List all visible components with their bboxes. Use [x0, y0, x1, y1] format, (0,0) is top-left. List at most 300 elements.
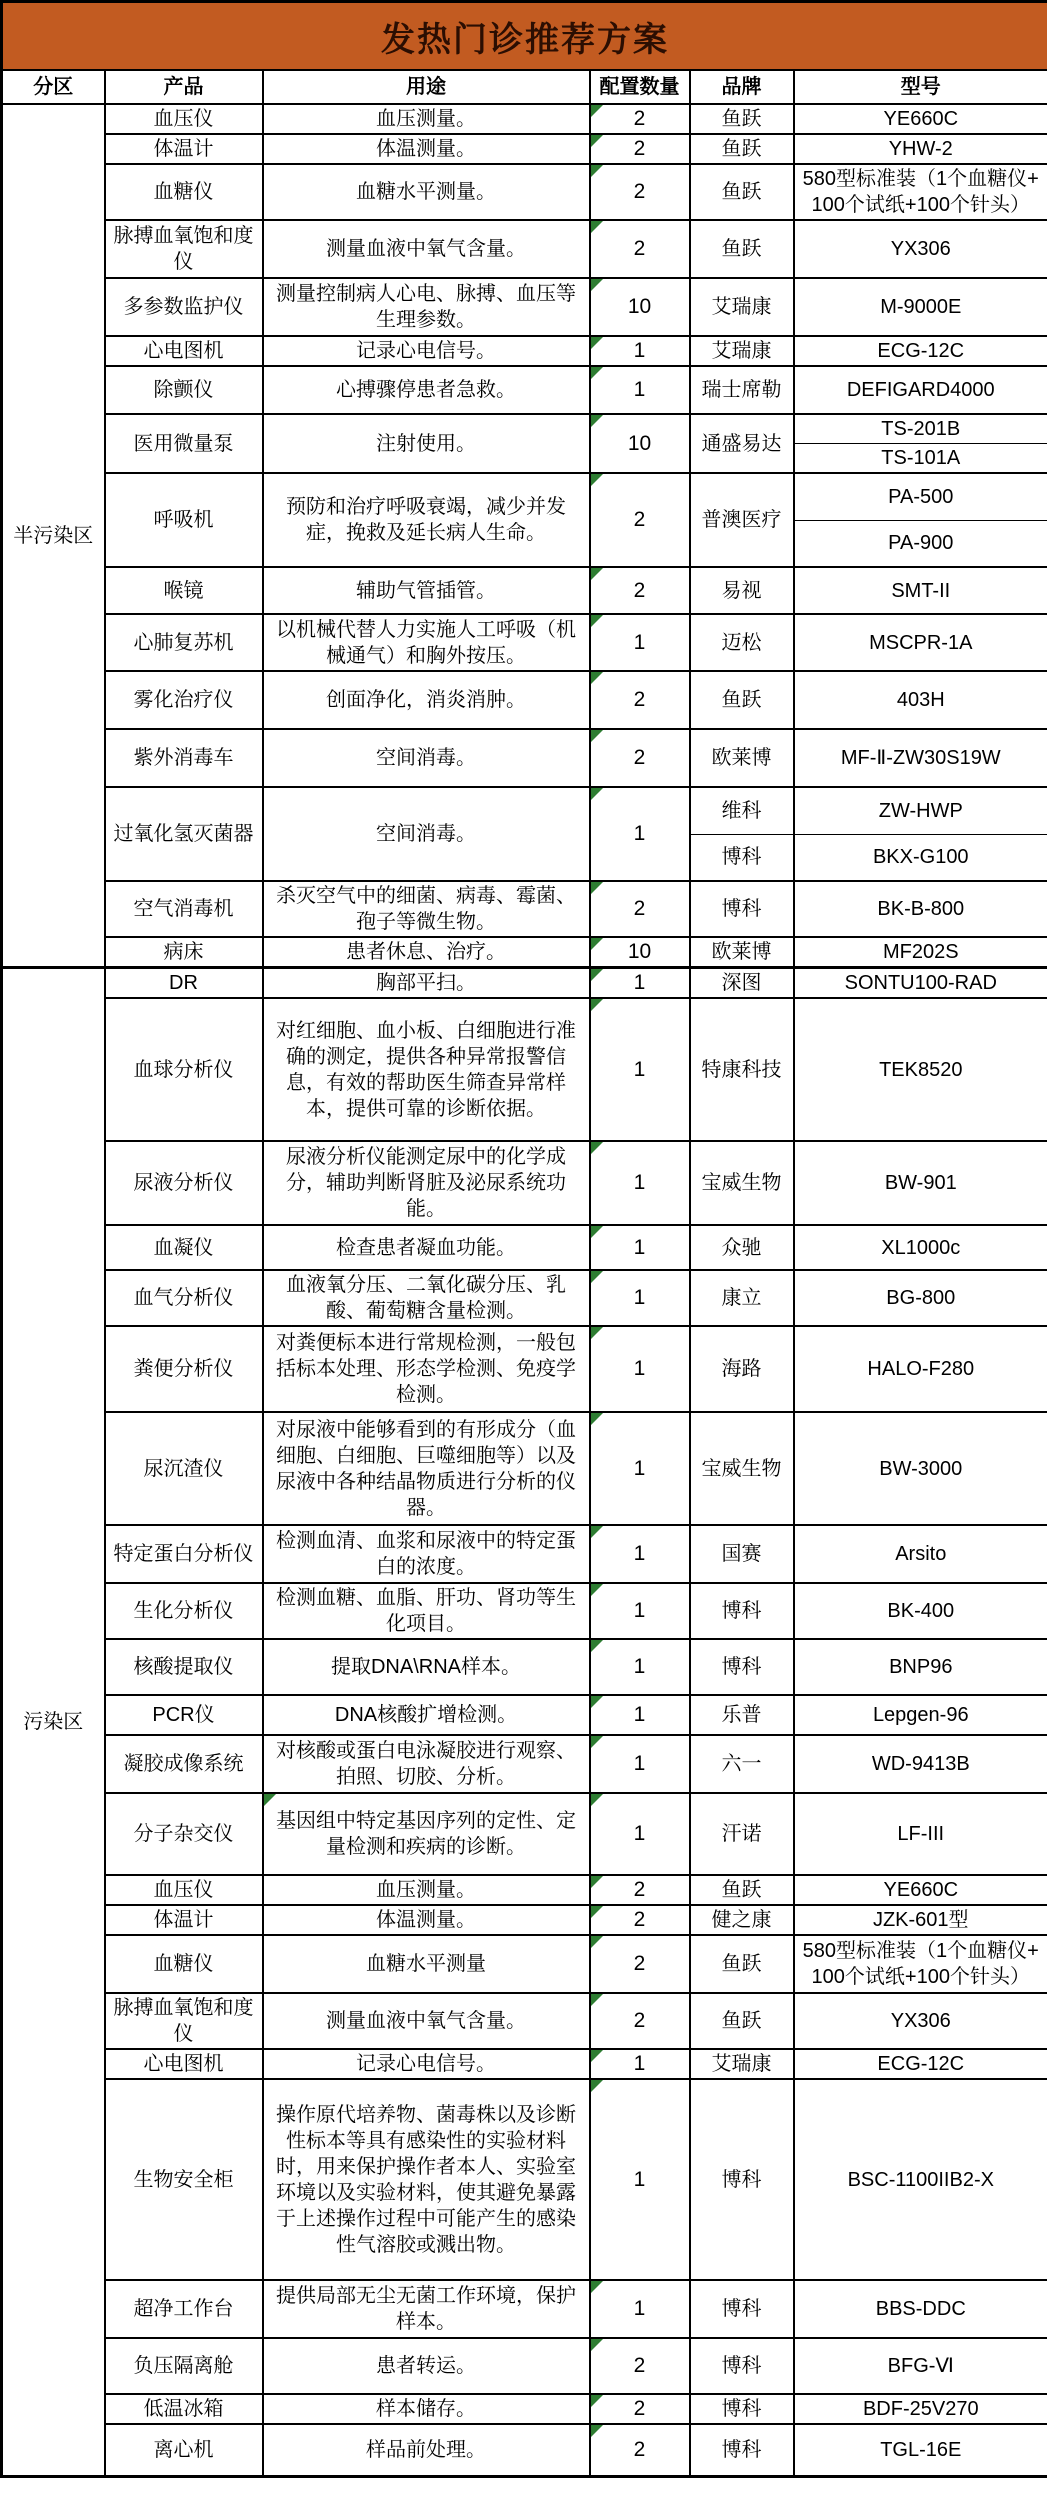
purpose-cell[interactable] [263, 1905, 590, 1935]
purpose-cell[interactable] [263, 1695, 590, 1735]
qty-cell[interactable] [590, 2338, 690, 2394]
cell-text: 操作原代培养物、菌毒株以及诊断性标本等具有感染性的实验材料时，用来保护操作者本人、实验室环境以及实验材料，使其避免暴露于上述操作过程中可能产生的感染性气溶胶或溅出物。 [276, 2103, 576, 2256]
brand-cell[interactable] [690, 729, 794, 787]
purpose-cell[interactable] [263, 1141, 590, 1225]
cell-text: 血糖水平测量 [366, 1953, 486, 1975]
brand-cell[interactable] [690, 2079, 794, 2280]
cell-text: PA-900 [888, 532, 954, 555]
purpose-cell[interactable] [263, 1793, 590, 1875]
model-cell[interactable] [794, 366, 1047, 414]
cell-error-marker-icon [591, 788, 603, 800]
product-cell[interactable] [105, 1412, 263, 1525]
brand-cell[interactable] [690, 1875, 794, 1905]
cell-text: 基因组中特定基因序列的定性、定量检测和疾病的诊断。 [276, 1810, 576, 1858]
product-cell[interactable] [105, 2394, 263, 2424]
cell-text: 空气消毒机 [133, 898, 234, 920]
table-row [2, 104, 1047, 134]
column-header-product[interactable]: 产品 [105, 70, 263, 104]
cell-text: 血压仪 [153, 108, 214, 130]
brand-cell[interactable] [690, 614, 794, 671]
table-row [2, 1793, 1047, 1875]
model-cell[interactable] [794, 1225, 1047, 1270]
table-row [2, 2079, 1047, 2280]
model-cell[interactable] [794, 164, 1047, 220]
cell-text: 1 [633, 1357, 646, 1380]
model-cell[interactable] [794, 1905, 1047, 1935]
cell-text: 10 [627, 431, 652, 455]
qty-cell[interactable] [590, 2049, 690, 2079]
purpose-cell[interactable] [263, 671, 590, 729]
product-cell[interactable] [105, 1525, 263, 1583]
qty-cell[interactable] [590, 1583, 690, 1639]
table-row [2, 2424, 1047, 2476]
product-cell[interactable] [105, 1270, 263, 1326]
model-cell[interactable] [794, 414, 1047, 444]
model-cell[interactable] [794, 1875, 1047, 1905]
brand-cell[interactable] [690, 1639, 794, 1695]
purpose-cell[interactable] [263, 998, 590, 1141]
cell-text: 血球分析仪 [133, 1058, 234, 1081]
qty-cell[interactable] [590, 998, 690, 1141]
purpose-cell[interactable] [263, 1583, 590, 1639]
cell-text: 1 [633, 1542, 646, 1565]
product-cell[interactable] [105, 414, 263, 473]
model-cell[interactable] [794, 336, 1047, 366]
purpose-cell[interactable] [263, 614, 590, 671]
brand-cell[interactable] [690, 220, 794, 278]
cell-text: 2 [633, 107, 646, 130]
cell-text: YE660C [883, 108, 959, 130]
table-row [2, 134, 1047, 164]
cell-text: 半污染区 [13, 524, 94, 547]
qty-cell[interactable] [590, 1905, 690, 1935]
table-row [2, 2338, 1047, 2394]
product-cell[interactable] [105, 2079, 263, 2280]
purpose-cell[interactable] [263, 1326, 590, 1412]
brand-cell[interactable] [690, 1270, 794, 1326]
qty-cell[interactable] [590, 881, 690, 937]
qty-cell[interactable] [590, 2394, 690, 2424]
qty-cell[interactable] [590, 414, 690, 473]
cell-text: BG-800 [886, 1287, 956, 1309]
model-cell[interactable] [794, 968, 1047, 999]
product-cell[interactable] [105, 2280, 263, 2338]
model-cell[interactable] [794, 1993, 1047, 2049]
model-cell[interactable] [794, 278, 1047, 336]
cell-text: 紫外消毒车 [133, 747, 234, 769]
purpose-cell[interactable] [263, 1225, 590, 1270]
cell-error-marker-icon [591, 938, 603, 950]
brand-cell[interactable] [690, 787, 794, 834]
brand-cell[interactable] [690, 1225, 794, 1270]
product-cell[interactable] [105, 881, 263, 937]
brand-cell[interactable] [690, 2280, 794, 2338]
table-row [2, 473, 1047, 520]
qty-cell[interactable] [590, 2280, 690, 2338]
purpose-cell[interactable] [263, 729, 590, 787]
cell-text: 1 [633, 1171, 646, 1194]
brand-cell[interactable] [690, 671, 794, 729]
purpose-cell[interactable] [263, 2280, 590, 2338]
qty-cell[interactable] [590, 220, 690, 278]
table-row [2, 1639, 1047, 1695]
product-cell[interactable] [105, 1793, 263, 1875]
cell-error-marker-icon [591, 135, 603, 147]
cell-text: 鱼跃 [721, 108, 762, 130]
brand-cell[interactable] [690, 366, 794, 414]
cell-text: BNP96 [889, 1656, 953, 1678]
brand-cell[interactable] [690, 1326, 794, 1412]
brand-cell[interactable] [690, 567, 794, 614]
model-cell[interactable] [794, 998, 1047, 1141]
zone-cell[interactable] [2, 104, 105, 968]
brand-cell[interactable] [690, 1935, 794, 1993]
purpose-cell[interactable] [263, 1875, 590, 1905]
cell-error-marker-icon [591, 1271, 603, 1283]
cell-error-marker-icon [591, 2050, 603, 2062]
cell-text: 体温测量。 [376, 138, 476, 160]
table-row [2, 1695, 1047, 1735]
brand-cell[interactable] [690, 998, 794, 1141]
purpose-cell[interactable] [263, 1935, 590, 1993]
cell-text: 心电图机 [143, 2053, 224, 2075]
model-cell[interactable] [794, 134, 1047, 164]
cell-text: 测量血液中氧气含量。 [326, 2010, 526, 2032]
qty-cell[interactable] [590, 1993, 690, 2049]
cell-text: 检测血清、血浆和尿液中的特定蛋白的浓度。 [276, 1530, 576, 1578]
brand-cell[interactable] [690, 1412, 794, 1525]
qty-cell[interactable] [590, 1935, 690, 1993]
product-cell[interactable] [105, 278, 263, 336]
purpose-cell[interactable] [263, 366, 590, 414]
qty-cell[interactable] [590, 1639, 690, 1695]
cell-text: 鱼跃 [721, 1953, 762, 1975]
qty-cell[interactable] [590, 937, 690, 968]
model-cell[interactable] [794, 2280, 1047, 2338]
table-row [2, 1225, 1047, 1270]
product-cell[interactable] [105, 1935, 263, 1993]
brand-cell[interactable] [690, 1141, 794, 1225]
purpose-cell[interactable] [263, 134, 590, 164]
model-cell[interactable] [794, 2424, 1047, 2476]
table-title[interactable]: 发热门诊推荐方案 [2, 2, 1047, 71]
cell-text: 脉搏血氧饱和度仪 [113, 225, 254, 273]
column-header-purpose[interactable]: 用途 [263, 70, 590, 104]
product-cell[interactable] [105, 1583, 263, 1639]
purpose-cell[interactable] [263, 164, 590, 220]
product-cell[interactable] [105, 164, 263, 220]
brand-cell[interactable] [690, 134, 794, 164]
cell-text: DNA核酸扩增检测。 [334, 1704, 518, 1726]
purpose-cell[interactable] [263, 787, 590, 881]
model-cell[interactable] [794, 614, 1047, 671]
cell-text: 10 [627, 940, 652, 963]
model-cell[interactable] [794, 1270, 1047, 1326]
cell-text: YHW-2 [888, 138, 953, 160]
brand-cell[interactable] [690, 1993, 794, 2049]
product-cell[interactable] [105, 567, 263, 614]
model-cell[interactable] [794, 2049, 1047, 2079]
cell-text: 2 [633, 2437, 646, 2461]
cell-text: 瑞士席勒 [701, 379, 782, 401]
cell-text: 博科 [721, 898, 762, 920]
product-cell[interactable] [105, 2049, 263, 2079]
cell-error-marker-icon [591, 882, 603, 894]
brand-cell[interactable] [690, 1583, 794, 1639]
cell-text: 体温计 [153, 1909, 214, 1931]
brand-cell[interactable] [690, 1793, 794, 1875]
brand-cell[interactable] [690, 1905, 794, 1935]
cell-text: XL1000c [881, 1236, 961, 1259]
purpose-cell[interactable] [263, 567, 590, 614]
purpose-cell[interactable] [263, 473, 590, 567]
model-cell[interactable] [794, 1326, 1047, 1412]
brand-cell[interactable] [690, 414, 794, 473]
cell-text: 核酸提取仪 [133, 1656, 234, 1678]
product-cell[interactable] [105, 336, 263, 366]
cell-text: 2 [633, 688, 646, 711]
cell-error-marker-icon [264, 1794, 276, 1806]
cell-text: BW-901 [884, 1172, 957, 1194]
product-cell[interactable] [105, 1225, 263, 1270]
qty-cell[interactable] [590, 1695, 690, 1735]
purpose-cell[interactable] [263, 104, 590, 134]
model-cell[interactable] [794, 881, 1047, 937]
model-cell[interactable] [794, 2079, 1047, 2280]
table-row [2, 2049, 1047, 2079]
brand-cell[interactable] [690, 336, 794, 366]
cell-text: 以机械代替人力实施人工呼吸（机械通气）和胸外按压。 [276, 618, 576, 667]
model-cell[interactable] [794, 1735, 1047, 1793]
cell-text: BK-400 [887, 1600, 955, 1622]
model-cell[interactable] [794, 729, 1047, 787]
model-cell[interactable] [794, 520, 1047, 567]
cell-text: 博科 [721, 2355, 762, 2377]
brand-cell[interactable] [690, 104, 794, 134]
model-cell[interactable] [794, 1639, 1047, 1695]
table-row [2, 671, 1047, 729]
qty-cell[interactable] [590, 2424, 690, 2476]
qty-cell[interactable] [590, 1326, 690, 1412]
table-row [2, 1583, 1047, 1639]
column-header-qty[interactable]: 配置数量 [590, 70, 690, 104]
brand-cell[interactable] [690, 1735, 794, 1793]
cell-error-marker-icon [591, 337, 603, 349]
purpose-cell[interactable] [263, 1735, 590, 1793]
cell-error-marker-icon [591, 2339, 603, 2351]
purpose-cell[interactable] [263, 336, 590, 366]
cell-text: 辅助气管插管。 [356, 579, 496, 602]
cell-text: 血压测量。 [376, 1879, 476, 1901]
column-header-model[interactable]: 型号 [794, 70, 1047, 104]
cell-text: 鱼跃 [721, 238, 762, 260]
product-cell[interactable] [105, 614, 263, 671]
table-row [2, 1935, 1047, 1993]
product-cell[interactable] [105, 1993, 263, 2049]
brand-cell[interactable] [690, 2049, 794, 2079]
cell-text: YE660C [883, 1879, 959, 1901]
cell-text: 博科 [721, 1600, 762, 1622]
product-cell[interactable] [105, 104, 263, 134]
cell-text: 博科 [721, 2438, 762, 2461]
model-cell[interactable] [794, 1525, 1047, 1583]
cell-text: 鱼跃 [721, 1879, 762, 1901]
model-cell[interactable] [794, 2394, 1047, 2424]
product-cell[interactable] [105, 366, 263, 414]
brand-cell[interactable] [690, 881, 794, 937]
cell-text: 呼吸机 [153, 509, 214, 531]
qty-cell[interactable] [590, 1735, 690, 1793]
product-cell[interactable] [105, 729, 263, 787]
cell-error-marker-icon [591, 1142, 603, 1154]
product-cell[interactable] [105, 1141, 263, 1225]
cell-error-marker-icon [591, 615, 603, 627]
qty-cell[interactable] [590, 278, 690, 336]
qty-cell[interactable] [590, 1225, 690, 1270]
purpose-cell[interactable] [263, 1525, 590, 1583]
brand-cell[interactable] [690, 2394, 794, 2424]
qty-cell[interactable] [590, 1875, 690, 1905]
cell-text: 患者休息、治疗。 [346, 941, 506, 963]
purpose-cell[interactable] [263, 1639, 590, 1695]
purpose-cell[interactable] [263, 2079, 590, 2280]
zone-cell[interactable] [2, 968, 105, 2477]
qty-cell[interactable] [590, 164, 690, 220]
brand-cell[interactable] [690, 937, 794, 968]
cell-text: 多参数监护仪 [123, 296, 244, 318]
model-cell[interactable] [794, 1412, 1047, 1525]
cell-text: 特定蛋白分析仪 [113, 1543, 254, 1565]
cell-error-marker-icon [591, 279, 603, 291]
qty-cell[interactable] [590, 1412, 690, 1525]
model-cell[interactable] [794, 937, 1047, 968]
cell-error-marker-icon [591, 2425, 603, 2437]
product-cell[interactable] [105, 2424, 263, 2476]
product-cell[interactable] [105, 1735, 263, 1793]
model-cell[interactable] [794, 444, 1047, 474]
purpose-cell[interactable] [263, 1270, 590, 1326]
brand-cell[interactable] [690, 278, 794, 336]
brand-cell[interactable] [690, 473, 794, 567]
product-cell[interactable] [105, 1695, 263, 1735]
product-cell[interactable] [105, 134, 263, 164]
purpose-cell[interactable] [263, 2394, 590, 2424]
model-cell[interactable] [794, 834, 1047, 881]
qty-cell[interactable] [590, 787, 690, 881]
model-cell[interactable] [794, 1695, 1047, 1735]
product-cell[interactable] [105, 998, 263, 1141]
brand-cell[interactable] [690, 164, 794, 220]
brand-cell[interactable] [690, 2338, 794, 2394]
model-cell[interactable] [794, 1935, 1047, 1993]
product-cell[interactable] [105, 968, 263, 999]
qty-cell[interactable] [590, 729, 690, 787]
purpose-cell[interactable] [263, 937, 590, 968]
column-header-brand[interactable]: 品牌 [690, 70, 794, 104]
model-cell[interactable] [794, 220, 1047, 278]
qty-cell[interactable] [590, 1525, 690, 1583]
product-cell[interactable] [105, 473, 263, 567]
cell-text: 病床 [163, 941, 204, 963]
product-cell[interactable] [105, 1875, 263, 1905]
model-cell[interactable] [794, 104, 1047, 134]
qty-cell[interactable] [590, 104, 690, 134]
qty-cell[interactable] [590, 1141, 690, 1225]
cell-text: 空间消毒。 [376, 747, 476, 769]
qty-cell[interactable] [590, 671, 690, 729]
purpose-cell[interactable] [263, 2424, 590, 2476]
product-cell[interactable] [105, 1639, 263, 1695]
purpose-cell[interactable] [263, 220, 590, 278]
purpose-cell[interactable] [263, 1412, 590, 1525]
qty-cell[interactable] [590, 614, 690, 671]
product-cell[interactable] [105, 1326, 263, 1412]
cell-error-marker-icon [591, 730, 603, 742]
purpose-cell[interactable] [263, 414, 590, 473]
cell-text: 深图 [721, 972, 762, 994]
cell-text: 1 [633, 1703, 646, 1726]
purpose-cell[interactable] [263, 2049, 590, 2079]
cell-text: 2 [633, 1952, 646, 1975]
model-cell[interactable] [794, 787, 1047, 834]
product-cell[interactable] [105, 787, 263, 881]
product-cell[interactable] [105, 220, 263, 278]
purpose-cell[interactable] [263, 278, 590, 336]
cell-text: BDF-25V270 [862, 2398, 979, 2420]
brand-cell[interactable] [690, 1525, 794, 1583]
model-cell[interactable] [794, 1583, 1047, 1639]
product-cell[interactable] [105, 1905, 263, 1935]
purpose-cell[interactable] [263, 2338, 590, 2394]
qty-cell[interactable] [590, 366, 690, 414]
cell-text: 预防和治疗呼吸衰竭，减少并发症，挽救及延长病人生命。 [286, 496, 566, 544]
cell-text: 血糖水平测量。 [356, 181, 496, 203]
column-header-zone[interactable]: 分区 [2, 70, 105, 104]
qty-cell[interactable] [590, 336, 690, 366]
cell-text: 检测血糖、血脂、肝功、肾功等生化项目。 [276, 1587, 576, 1635]
purpose-cell[interactable] [263, 1993, 590, 2049]
purpose-cell[interactable] [263, 968, 590, 999]
model-cell[interactable] [794, 473, 1047, 520]
brand-cell[interactable] [690, 1695, 794, 1735]
cell-text: 测量血液中氧气含量。 [326, 238, 526, 260]
brand-cell[interactable] [690, 968, 794, 999]
cell-text: BK-B-800 [877, 898, 965, 920]
model-cell[interactable] [794, 567, 1047, 614]
model-cell[interactable] [794, 2338, 1047, 2394]
product-cell[interactable] [105, 937, 263, 968]
qty-cell[interactable] [590, 2079, 690, 2280]
qty-cell[interactable] [590, 134, 690, 164]
cell-text: 汗诺 [721, 1823, 762, 1845]
brand-cell[interactable] [690, 834, 794, 881]
qty-cell[interactable] [590, 567, 690, 614]
model-cell[interactable] [794, 1141, 1047, 1225]
cell-text: 国赛 [721, 1543, 762, 1565]
model-cell[interactable] [794, 671, 1047, 729]
brand-cell[interactable] [690, 2424, 794, 2476]
cell-text: 2 [633, 746, 646, 769]
product-cell[interactable] [105, 671, 263, 729]
cell-text: WD-9413B [871, 1753, 970, 1775]
purpose-cell[interactable] [263, 881, 590, 937]
qty-cell[interactable] [590, 473, 690, 567]
qty-cell[interactable] [590, 968, 690, 999]
qty-cell[interactable] [590, 1270, 690, 1326]
qty-cell[interactable] [590, 1793, 690, 1875]
product-cell[interactable] [105, 2338, 263, 2394]
model-cell[interactable] [794, 1793, 1047, 1875]
